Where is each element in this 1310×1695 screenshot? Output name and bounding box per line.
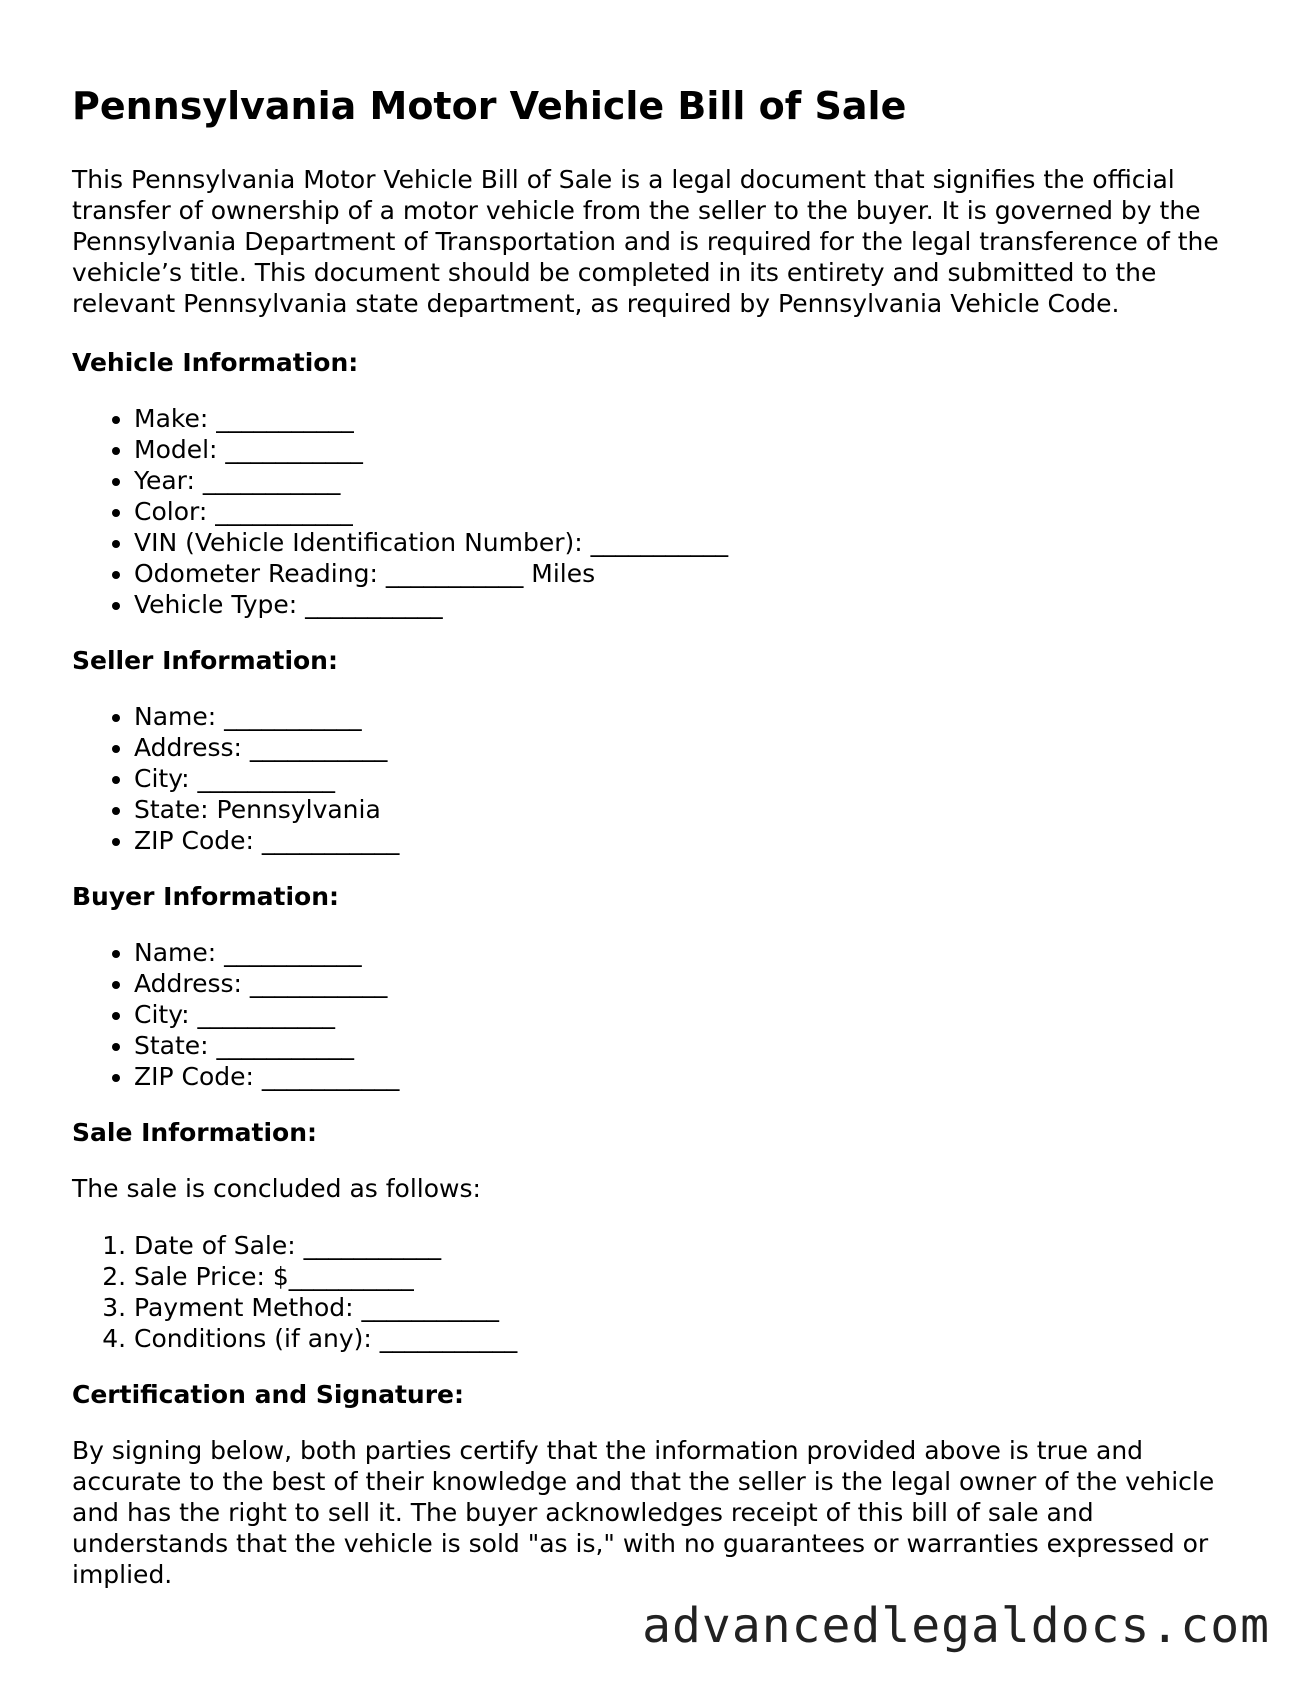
buyer-address-item: • Address: ___________ [134, 968, 1242, 999]
buyer-state-item: • State: ___________ [134, 1030, 1242, 1061]
sale-lead-text: The sale is concluded as follows: [72, 1173, 481, 1203]
buyer-information-heading: Buyer Information: [72, 881, 340, 911]
vehicle-color-item: • Color: ___________ [134, 496, 1242, 527]
seller-city-item: • City: ___________ [134, 763, 1242, 794]
seller-state-item: • State: Pennsylvania [134, 794, 1242, 825]
sale-conditions-item: 4. Conditions (if any): ___________ [134, 1323, 1242, 1354]
sale-price-item: 2. Sale Price: $__________ [134, 1261, 1242, 1292]
certification-paragraph: By signing below, both parties certify that the information provided above is true and accurate to the best of their knowledge and that the seller is the legal owner of the vehicle and has the right to sell it. The buyer acknowledges receipt of this bill of sale and understands that the vehicle is sold "as is," with no guarantees or warranties expressed or implied. [72, 1435, 1215, 1589]
seller-information-list [72, 701, 1242, 856]
sale-date-item: 1. Date of Sale: ___________ [134, 1230, 1242, 1261]
buyer-name-item: • Name: ___________ [134, 937, 1242, 968]
vehicle-information-heading: Vehicle Information: [72, 347, 359, 377]
vehicle-type-item: • Vehicle Type: ___________ [134, 589, 1242, 620]
sale-payment-method-item: 3. Payment Method: ___________ [134, 1292, 1242, 1323]
buyer-zip-item: • ZIP Code: ___________ [134, 1061, 1242, 1092]
page-title: Pennsylvania Motor Vehicle Bill of Sale [72, 84, 907, 128]
vehicle-odometer-item: • Odometer Reading: ___________ Miles [134, 558, 1242, 589]
seller-zip-item: • ZIP Code: ___________ [134, 825, 1242, 856]
sale-information-list [72, 1230, 1242, 1354]
document-page [72, 84, 1242, 1590]
vehicle-information-list [72, 403, 1242, 620]
vehicle-model-item: • Model: ___________ [134, 434, 1242, 465]
seller-information-heading: Seller Information: [72, 645, 338, 675]
buyer-city-item: • City: ___________ [134, 999, 1242, 1030]
certification-heading: Certification and Signature: [72, 1379, 465, 1409]
vehicle-vin-item: • VIN (Vehicle Identification Number): ___________ [134, 527, 1242, 558]
seller-address-item: • Address: ___________ [134, 732, 1242, 763]
intro-paragraph: This Pennsylvania Motor Vehicle Bill of Sale is a legal document that signifies the official transfer of ownership of a motor vehicle from the seller to the buyer. It is governed by the Pennsylvania Department of Transportation and is required for the legal transference of the vehicle’s title. This document should be completed in its entirety and submitted to the relevant Pennsylvania state department, as required by Pennsylvania Vehicle Code. [72, 164, 1219, 318]
buyer-information-list [72, 937, 1242, 1092]
vehicle-make-item: • Make: ___________ [134, 403, 1242, 434]
sale-information-heading: Sale Information: [72, 1117, 317, 1147]
watermark-text: advancedlegaldocs.com [642, 1598, 1270, 1654]
seller-name-item: • Name: ___________ [134, 701, 1242, 732]
vehicle-year-item: • Year: ___________ [134, 465, 1242, 496]
